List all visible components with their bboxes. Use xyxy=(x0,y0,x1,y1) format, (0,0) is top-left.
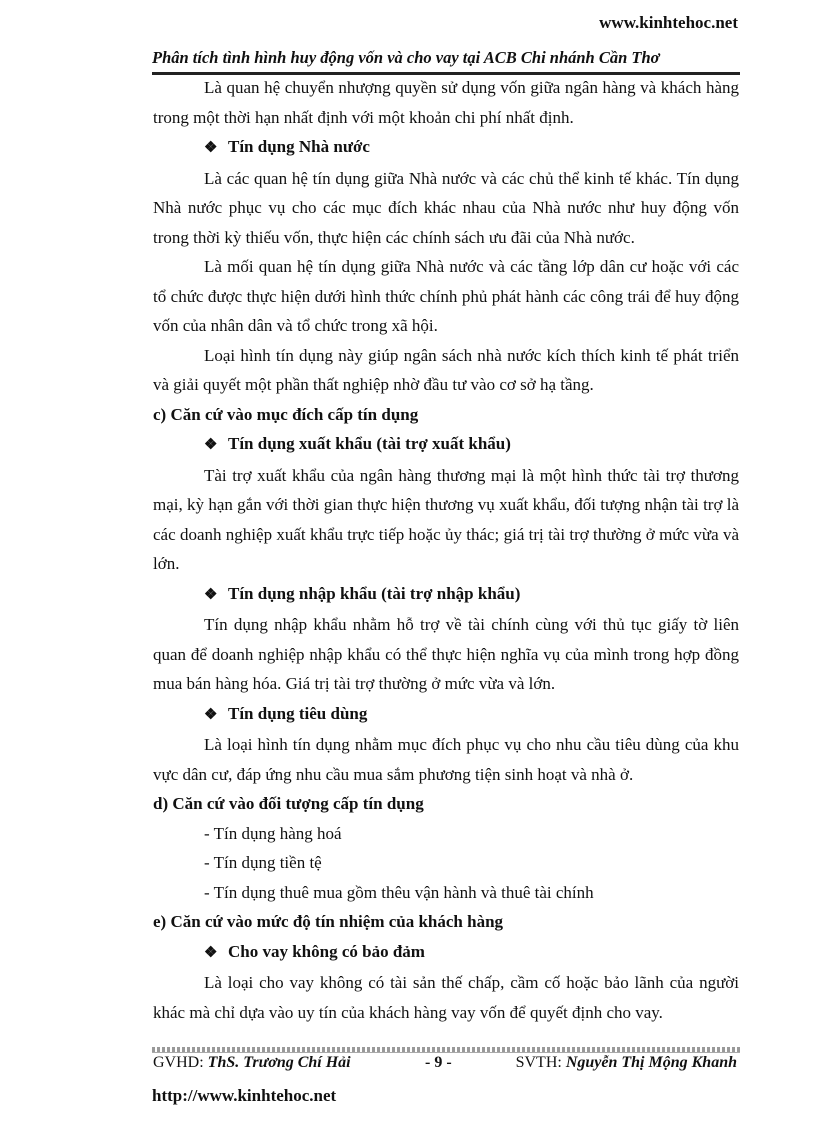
paragraph: Là quan hệ chuyển nhượng quyền sử dụng vốn giữa ngân hàng và khách hàng trong một thời hạn nhất định với một khoản chi phí nhất định. xyxy=(153,78,739,127)
bullet-heading: ❖ Tín dụng Nhà nước xyxy=(153,132,739,164)
section-heading: e) Căn cứ vào mức độ tín nhiệm của khách hàng xyxy=(153,912,504,931)
diamond-bullet-icon: ❖ xyxy=(204,944,218,961)
site-url-top[interactable]: www.kinhtehoc.net xyxy=(599,13,738,32)
page-body xyxy=(153,73,739,1027)
site-url-bottom[interactable]: http://www.kinhtehoc.net xyxy=(152,1086,337,1105)
diamond-bullet-icon: ❖ xyxy=(204,586,218,603)
bullet-heading: ❖ Tín dụng nhập khẩu (tài trợ nhập khẩu) xyxy=(153,579,739,611)
advisor: GVHD: ThS. Trương Chí Hải xyxy=(153,1054,351,1071)
page-number: - 9 - xyxy=(425,1054,452,1071)
list-item: - Tín dụng tiền tệ xyxy=(204,853,322,872)
paragraph: Là mối quan hệ tín dụng giữa Nhà nước và các tầng lớp dân cư hoặc với các tổ chức được thực hiện dưới hình thức chính phủ phát hành các công trái để huy động vốn của nhân dân và tổ chức trong xã hội. xyxy=(153,257,739,335)
section-heading: c) Căn cứ vào mục đích cấp tín dụng xyxy=(153,404,419,424)
paragraph: Tín dụng nhập khẩu nhằm hỗ trợ về tài chính cùng với thủ tục giấy tờ liên quan để doanh nghiệp nhập khẩu có thể thực hiện nghĩa vụ của mình trong hợp đồng mua bán hàng hóa. Giá trị tài trợ thường ở mức vừa và lớn. xyxy=(153,615,739,693)
diamond-bullet-icon: ❖ xyxy=(204,437,218,453)
paragraph: Tài trợ xuất khẩu của ngân hàng thương mại là một hình thức tài trợ thương mại, kỳ hạn gắn với thời gian thực hiện thương vụ xuất khẩu, đối tượng nhận tài trợ là các doanh nghiệp xuất khẩu trực tiếp hoặc ủy thác; giá trị tài trợ thường ở mức vừa và lớn. xyxy=(153,465,739,573)
list-item: - Tín dụng thuê mua gồm thêu vận hành và thuê tài chính xyxy=(204,882,594,902)
paragraph: Là các quan hệ tín dụng giữa Nhà nước và các chủ thể kinh tế khác. Tín dụng Nhà nước phục vụ cho các mục đích khác nhau của Nhà nước như huy động vốn trong thời kỳ thiếu vốn, thực hiện các chính sách ưu đãi của Nhà nước. xyxy=(153,168,739,247)
document-title: Phân tích tình hình huy động vốn và cho vay tại ACB Chi nhánh Cần Thơ xyxy=(152,48,660,67)
paragraph: Là loại cho vay không có tài sản thế chấp, cầm cố hoặc bảo lãnh của người khác mà chỉ dựa vào uy tín của khách hàng vay vốn để quyết định cho vay. xyxy=(153,973,739,1022)
section-heading: d) Căn cứ vào đối tượng cấp tín dụng xyxy=(153,794,424,813)
bullet-heading: ❖ Cho vay không có bảo đảm xyxy=(153,937,739,969)
student: SVTH: Nguyễn Thị Mộng Khanh xyxy=(515,1054,737,1071)
list-item: - Tín dụng hàng hoá xyxy=(204,823,342,843)
bullet-heading: ❖ Tín dụng tiêu dùng xyxy=(153,699,739,731)
diamond-bullet-icon: ❖ xyxy=(204,140,218,156)
bullet-heading: ❖ Tín dụng xuất khẩu (tài trợ xuất khẩu) xyxy=(153,429,739,461)
paragraph: Là loại hình tín dụng nhằm mục đích phục vụ cho nhu cầu tiêu dùng của khu vực dân cư, đáp ứng nhu cầu mua sắm phương tiện sinh hoạt và nhà ở. xyxy=(153,735,739,784)
footer-rule xyxy=(152,1047,740,1053)
diamond-bullet-icon: ❖ xyxy=(204,706,218,723)
paragraph: Loại hình tín dụng này giúp ngân sách nhà nước kích thích kinh tế phát triển và giải quyết một phần thất nghiệp nhờ đầu tư vào cơ sở hạ tầng. xyxy=(153,345,739,394)
